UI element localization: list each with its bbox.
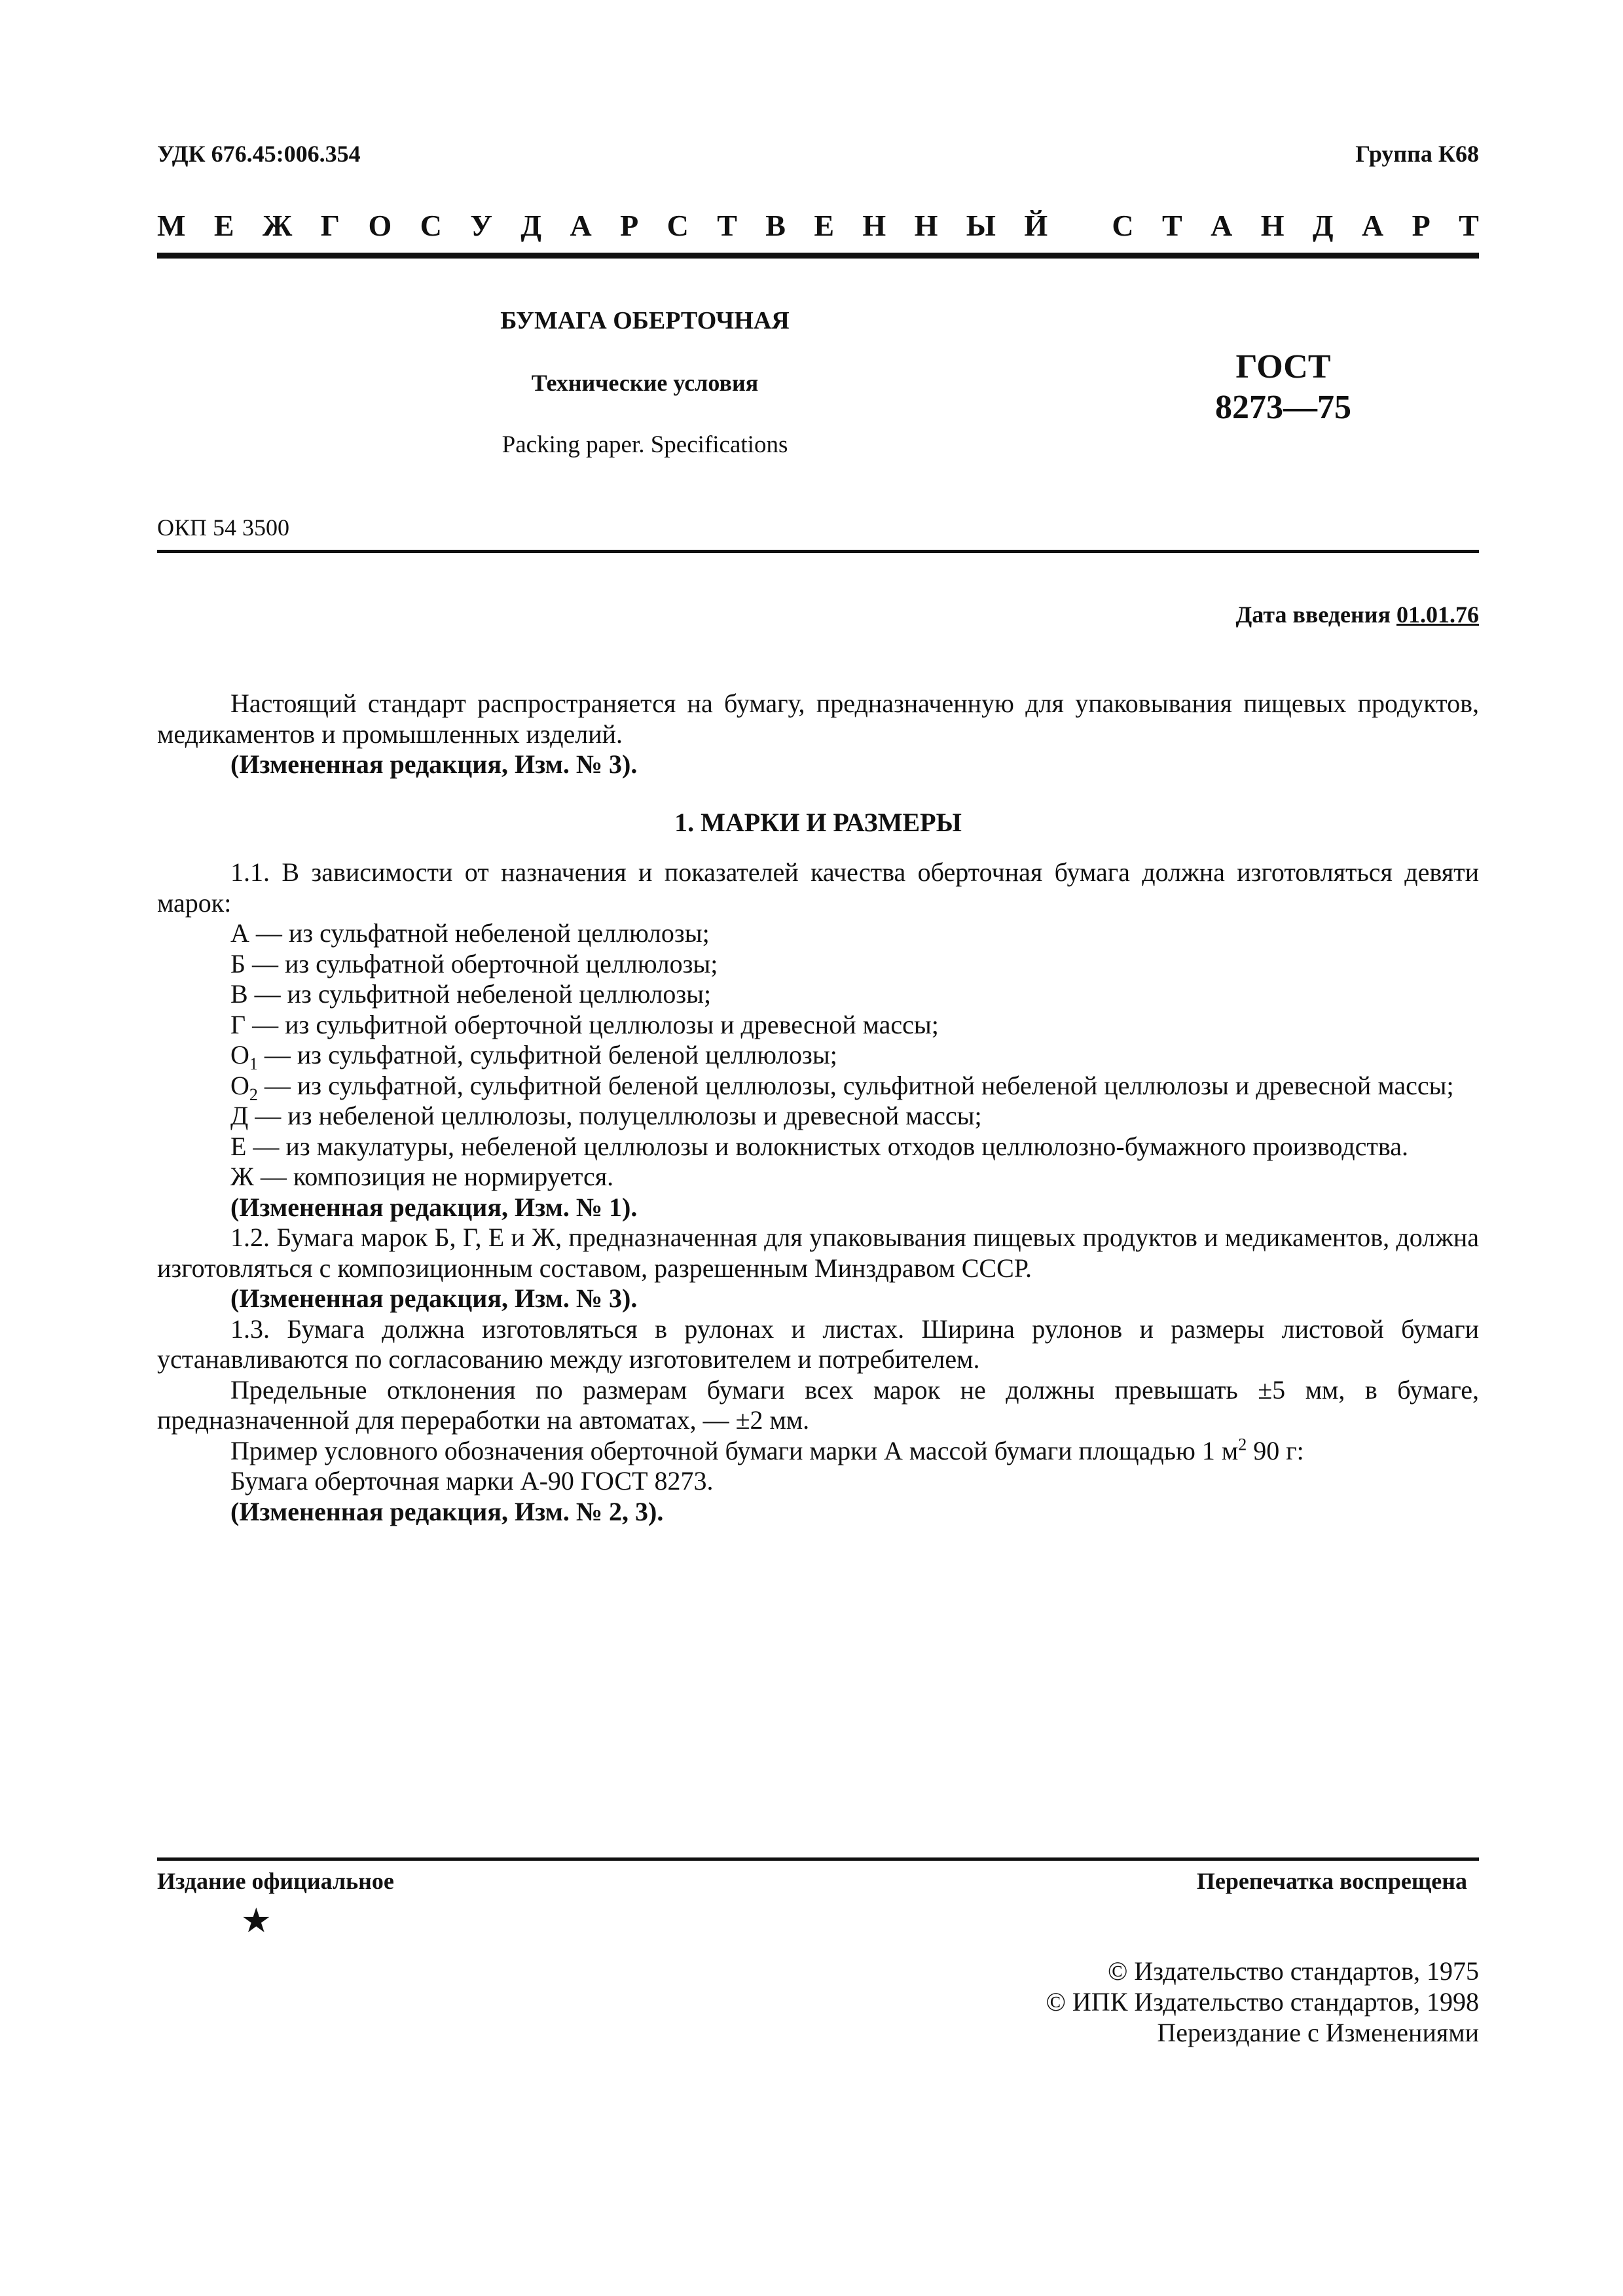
deviations-paragraph: Предельные отклонения по размерам бумаги всех марок не должны превышать ±5 мм, в бумаге, предназначенной для переработки на автоматах, — ±2 мм. — [157, 1374, 1479, 1435]
section-heading: 1. МАРКИ И РАЗМЕРЫ — [674, 807, 962, 837]
banner-letter: Е — [814, 209, 835, 242]
example-paragraph — [157, 1436, 1479, 1467]
official-edition-label: Издание официальное — [157, 1868, 394, 1894]
banner-letter: Е — [213, 209, 234, 242]
example-text-end: 90 г: — [1247, 1435, 1304, 1465]
banner-letter: Т — [717, 209, 737, 242]
banner-letter: Д — [1312, 209, 1334, 242]
mark-subscript: 2 — [249, 1085, 258, 1104]
group-code: Группа К68 — [1355, 141, 1479, 167]
reissue-line: Переиздание с Изменениями — [1157, 2018, 1479, 2047]
banner-letter: Т — [1162, 209, 1182, 242]
example-superscript: 2 — [1238, 1435, 1247, 1454]
gost-number: 8273—75 — [1215, 389, 1351, 426]
banner-letter: А — [1211, 209, 1233, 242]
mark-item: Д — из небеленой целлюлозы, полуцеллюлозы и древесной массы; — [230, 1101, 982, 1130]
banner-letter: Н — [1260, 209, 1285, 242]
banner-letter: А — [1361, 209, 1384, 242]
okp-code: ОКП 54 3500 — [157, 514, 290, 541]
clause-1-2: 1.2. Бумага марок Б, Г, Е и Ж, предназначенная для упаковывания пищевых продуктов и медикаментов, должна изготовляться с композиционным составом, разрешенным Минздравом СССР. — [157, 1223, 1479, 1283]
reprint-prohibited-label: Перепечатка воспрещена — [1196, 1868, 1467, 1894]
banner-letter: С — [420, 209, 442, 242]
banner-letter: Р — [1412, 209, 1431, 242]
standard-banner — [157, 208, 1479, 243]
intro-date — [1236, 601, 1480, 628]
banner-letter: С — [1112, 209, 1134, 242]
clause-1-3: 1.3. Бумага должна изготовляться в рулонах и листах. Ширина рулонов и размеры листовой бумаги устанавливаются по согласованию между изготовителем и потребителем. — [157, 1314, 1479, 1374]
banner-letter: Н — [914, 209, 938, 242]
mark-item: Е — из макулатуры, небеленой целлюлозы и волокнистых отходов целлюлозно-бумажного производства. — [230, 1131, 1409, 1161]
banner-letter: С — [666, 209, 689, 242]
example-text: Пример условного обозначения оберточной бумаги марки А массой бумаги площадью 1 м — [230, 1435, 1239, 1465]
mark-text: — из сульфатной, сульфитной беленой целлюлозы, сульфитной небеленой целлюлозы и древесной массы; — [257, 1070, 1454, 1100]
change-note: (Измененная редакция, Изм. № 2, 3). — [230, 1496, 664, 1526]
mark-item — [157, 1071, 1479, 1102]
banner-letter: Й — [1024, 209, 1048, 242]
banner-letter: Ж — [262, 209, 293, 242]
title-rule — [157, 550, 1479, 553]
document-english-title: Packing paper. Specifications — [501, 431, 788, 458]
mark-text: — из сульфатной, сульфитной беленой целлюлозы; — [257, 1040, 837, 1069]
mark-letter: О — [230, 1040, 249, 1069]
banner-letter: М — [157, 209, 186, 242]
document-body — [157, 689, 1479, 1527]
banner-spacer — [1076, 208, 1084, 243]
banner-letter: Н — [862, 209, 886, 242]
change-note: (Измененная редакция, Изм. № 3). — [230, 749, 638, 779]
mark-item: Ж — композиция не нормируется. — [230, 1162, 614, 1191]
header-rule — [157, 253, 1479, 259]
change-note: (Измененная редакция, Изм. № 3). — [230, 1283, 638, 1313]
banner-letter: У — [470, 209, 492, 242]
gost-label: ГОСТ — [1235, 348, 1331, 386]
intro-date-value: 01.01.76 — [1396, 601, 1479, 628]
example-designation: Бумага оберточная марки А-90 ГОСТ 8273. — [230, 1466, 714, 1496]
banner-letter: Р — [620, 209, 639, 242]
mark-item: А — из сульфатной небеленой целлюлозы; — [230, 918, 710, 948]
copyright-line: © ИПК Издательство стандартов, 1998 — [1046, 1987, 1479, 2017]
banner-letter: В — [765, 209, 786, 242]
change-note: (Измененная редакция, Изм. № 1). — [230, 1192, 638, 1222]
banner-letter: О — [368, 209, 392, 242]
copyright-block — [1046, 1956, 1479, 2048]
mark-subscript: 1 — [249, 1054, 258, 1073]
banner-letter: Т — [1459, 209, 1479, 242]
intro-paragraph: Настоящий стандарт распространяется на бумагу, предназначенную для упаковывания пищевых продуктов, медикаментов и промышленных изделий. — [157, 689, 1479, 749]
document-title: БУМАГА ОБЕРТОЧНАЯ — [500, 307, 790, 334]
footer-rule — [157, 1857, 1479, 1861]
copyright-line: © Издательство стандартов, 1975 — [1107, 1956, 1479, 1986]
banner-letter: Ы — [966, 209, 996, 242]
banner-letter: Д — [520, 209, 542, 242]
mark-item — [157, 1040, 1479, 1071]
document-subtitle: Технические условия — [531, 370, 759, 396]
mark-item: В — из сульфитной небеленой целлюлозы; — [230, 979, 712, 1009]
mark-letter: О — [230, 1070, 249, 1100]
udk-code: УДК 676.45:006.354 — [157, 141, 361, 167]
banner-letter: А — [570, 209, 592, 242]
mark-item: Б — из сульфатной оберточной целлюлозы; — [230, 948, 718, 978]
banner-letter: Г — [320, 209, 340, 242]
clause-1-1: 1.1. В зависимости от назначения и показателей качества оберточная бумага должна изготовляться девяти марок: — [157, 857, 1479, 918]
star-icon: ★ — [241, 1903, 272, 1940]
gost-designation — [1152, 347, 1414, 428]
mark-item: Г — из сульфитной оберточной целлюлозы и древесной массы; — [230, 1009, 939, 1039]
intro-date-label: Дата введения — [1235, 601, 1396, 628]
